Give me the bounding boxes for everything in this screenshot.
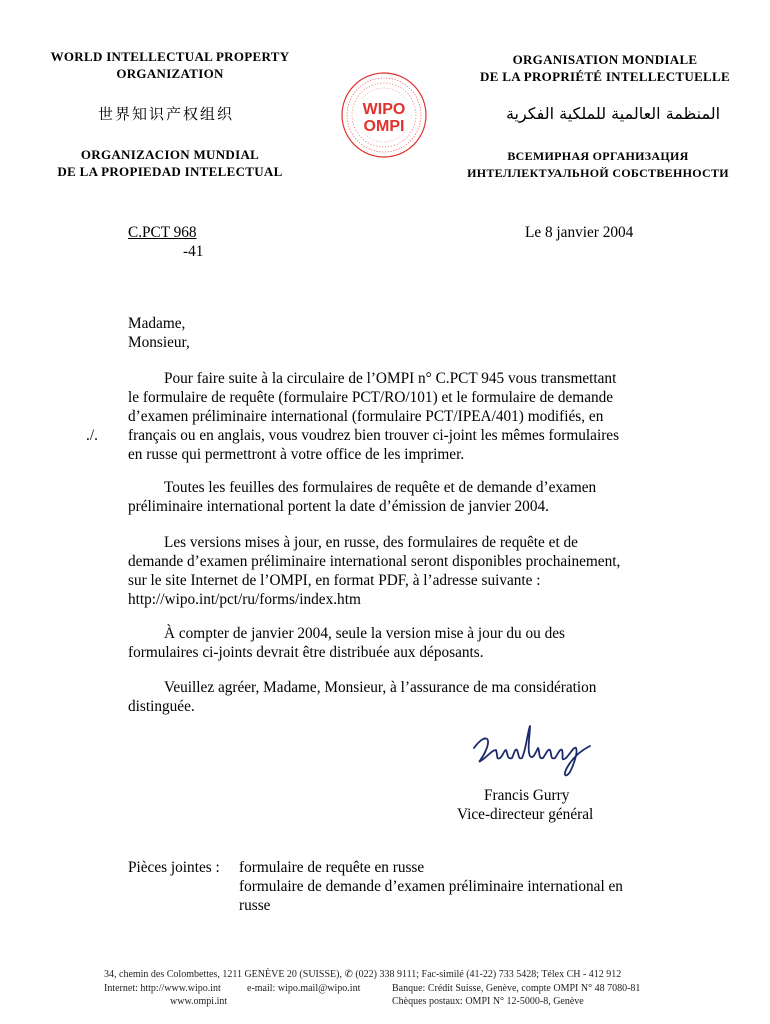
footer-internet [104, 982, 227, 1008]
org-name-spanish-line2: DE LA PROPIEDAD INTELECTUAL [57, 164, 283, 179]
enclosure-item: russe [239, 897, 271, 914]
signatory-title: Vice-directeur général [457, 806, 594, 823]
salutation [128, 314, 190, 352]
org-name-russian-line2: ИНТЕЛЛЕКТУАЛЬНОЙ СОБСТВЕННОСТИ [467, 166, 729, 180]
org-name-spanish [20, 146, 320, 180]
org-name-french-line2: DE LA PROPRIÉTÉ INTELLECTUELLE [480, 69, 730, 84]
paragraph-line: demande d’examen préliminaire international seront disponibles prochainement, [128, 553, 621, 570]
paragraph-line: formulaires ci-joints devrait être distribuée aux déposants. [128, 644, 484, 661]
paragraph-line: sur le site Internet de l’OMPI, en format PDF, à l’adresse suivante : [128, 572, 541, 589]
enclosures-list [239, 858, 679, 915]
enclosure-item: formulaire de requête en russe [239, 859, 425, 876]
paragraph-line: Pour faire suite à la circulaire de l’OMPI n° C.PCT 945 vous transmettant [164, 370, 617, 387]
logo-text-wipo: WIPO [362, 101, 406, 118]
paragraph-line: d’examen préliminaire international (formulaire PCT/IPEA/401) modifiés, en [128, 408, 604, 425]
reference-suffix: -41 [183, 243, 204, 260]
reference-number: C.PCT 968 [128, 224, 197, 241]
paragraph-line: français ou en anglais, vous voudrez bien trouver ci-joint les mêmes formulaires [128, 427, 620, 444]
paragraph-line: Les versions mises à jour, en russe, des formulaires de requête et de [164, 534, 578, 551]
salutation-line1: Madame, [128, 315, 186, 332]
handwritten-signature [470, 720, 595, 780]
org-name-spanish-line1: ORGANIZACION MUNDIAL [80, 147, 260, 162]
enclosures-label: Pièces jointes : [128, 859, 220, 876]
paragraph-line: en russe qui permettront à votre office de les imprimer. [128, 446, 465, 463]
paragraph-line: http://wipo.int/pct/ru/forms/index.htm [128, 591, 361, 608]
org-name-french [450, 51, 760, 85]
paragraph-line: préliminaire international portent la date d’émission de janvier 2004. [128, 498, 549, 515]
org-name-russian [448, 148, 748, 182]
org-name-english-line1: WORLD INTELLECTUAL PROPERTY [50, 49, 290, 64]
salutation-line2: Monsieur, [128, 334, 190, 351]
paragraph-line: le formulaire de requête (formulaire PCT/RO/101) et le formulaire de demande [128, 389, 614, 406]
letter-date: Le 8 janvier 2004 [525, 224, 634, 241]
paragraph-line: Veuillez agréer, Madame, Monsieur, à l’assurance de ma considération [164, 679, 597, 696]
org-name-arabic: المنظمة العالمية للملكية الفكرية [505, 104, 721, 123]
paragraph-line: À compter de janvier 2004, seule la version mise à jour du ou des [164, 625, 566, 642]
footer-website: Internet: http://www.wipo.int [104, 983, 221, 994]
footer-bank [392, 982, 640, 1008]
org-name-english [30, 48, 310, 82]
wipo-logo [340, 71, 428, 159]
logo-text-ompi: OMPI [363, 118, 405, 135]
paragraph-line: distinguée. [128, 698, 195, 715]
paragraph-2 [128, 478, 673, 516]
paragraph-5 [128, 678, 673, 716]
footer-address: 34, chemin des Colombettes, 1211 GENÈVE 20 (SUISSE), ✆ (022) 338 9111; Fac-similé (41-22) 733 5428; Télex CH - 412 912 [104, 969, 622, 980]
paragraph-line: Toutes les feuilles des formulaires de requête et de demande d’examen [164, 479, 597, 496]
org-name-russian-line1: ВСЕМИРНАЯ ОРГАНИЗАЦИЯ [507, 149, 689, 163]
signatory-name: Francis Gurry [484, 787, 570, 804]
enclosure-margin-mark: ./. [86, 427, 98, 444]
paragraph-1 [128, 369, 673, 464]
paragraph-4 [128, 624, 673, 662]
org-name-chinese: 世界知识产权组织 [98, 105, 235, 123]
footer-postal-account: Chèques postaux: OMPI N° 12-5000-8, Genève [392, 996, 584, 1007]
paragraph-3 [128, 533, 673, 609]
org-name-english-line2: ORGANIZATION [116, 66, 224, 81]
footer-email: e-mail: wipo.mail@wipo.int [247, 983, 361, 994]
footer-bank-account: Banque: Crédit Suisse, Genève, compte OMPI N° 48 7080-81 [392, 983, 641, 994]
footer-website-alt: www.ompi.int [170, 996, 228, 1007]
org-name-french-line1: ORGANISATION MONDIALE [512, 52, 698, 67]
enclosure-item: formulaire de demande d’examen préliminaire international en [239, 878, 623, 895]
